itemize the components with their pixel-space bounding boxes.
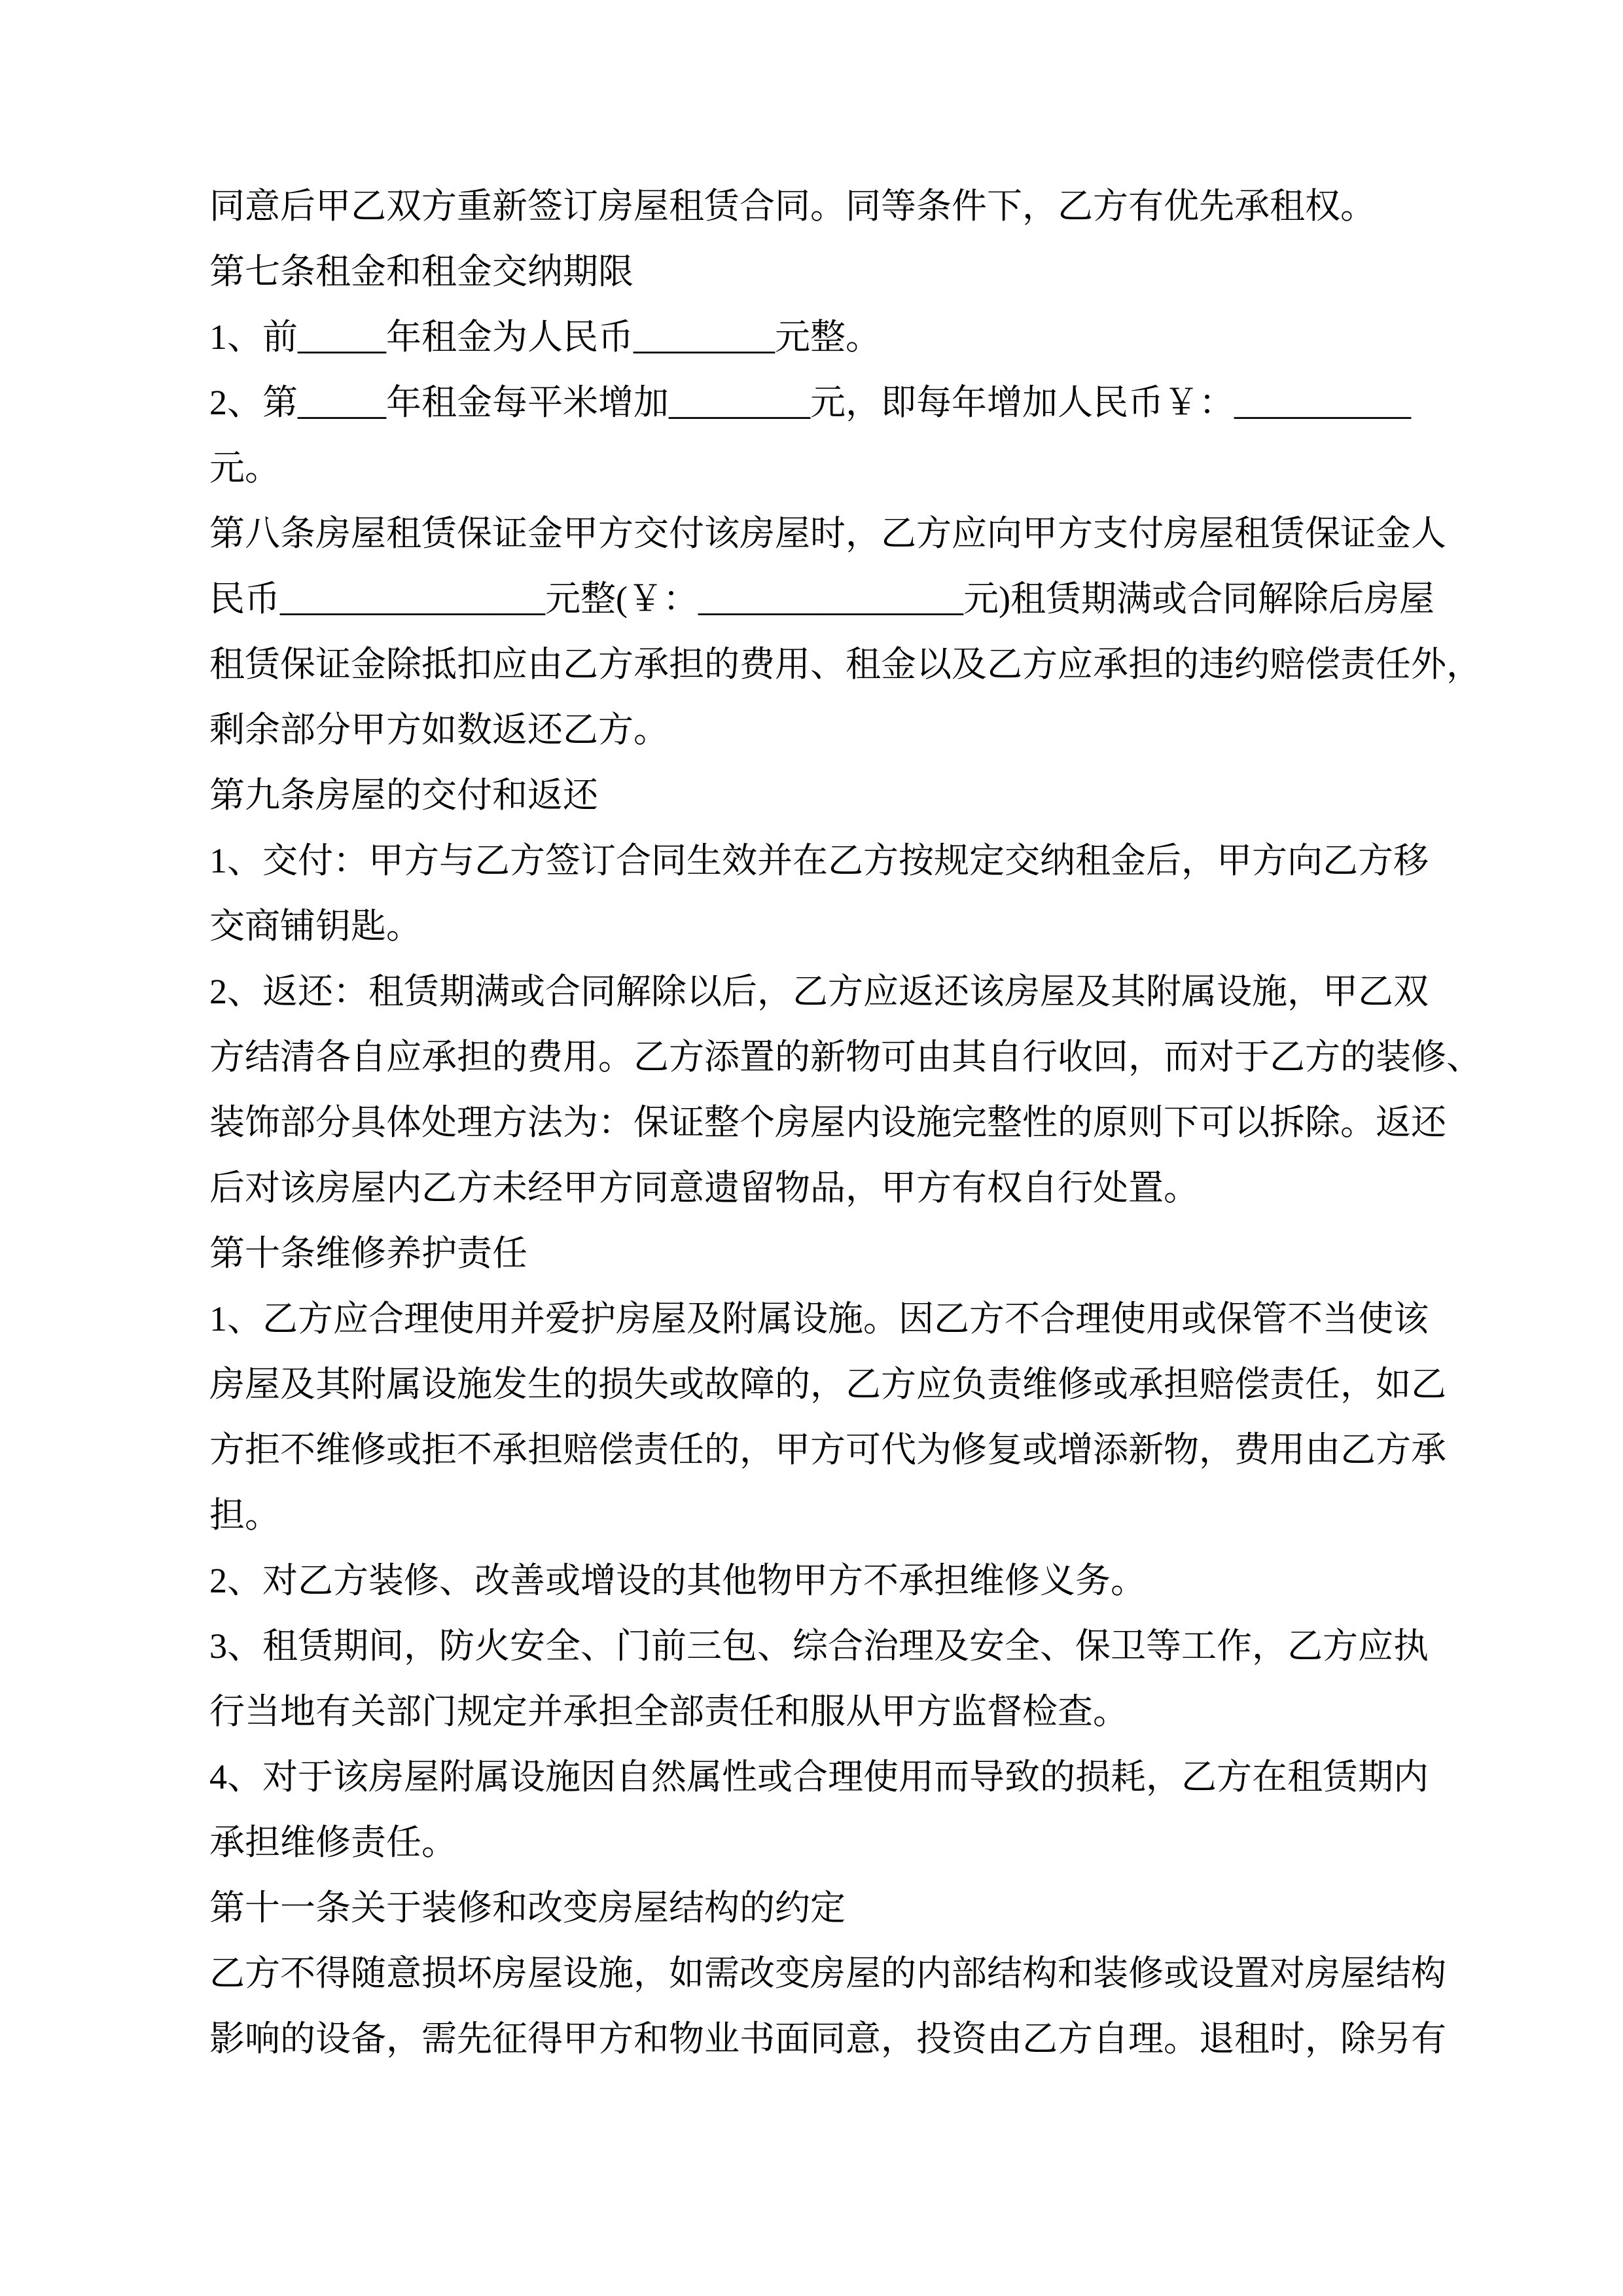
article7-clause-2-continuation: 元。 <box>209 448 280 488</box>
clause-continuation-renewal-priority: 同意后甲乙双方重新签订房屋租赁合同。同等条件下，乙方有优先承租权。 <box>209 187 1376 226</box>
article10-clause-1-proper-use: 1、乙方应合理使用并爱护房屋及附属设施。因乙方不合理使用或保管不当使该 <box>209 1299 1429 1338</box>
article10-clause-3-fire-safety: 3、租赁期间，防火安全、门前三包、综合治理及安全、保卫等工作，乙方应执 <box>209 1626 1429 1666</box>
article-8-deposit-amount-blanks: 民币_______________元整(￥：_______________元)租赁期满或合同解除后房屋 <box>209 579 1435 619</box>
contract-document-page <box>209 173 1482 2072</box>
article-8-deposit-refund-continuation: 剩余部分甲方如数返还乙方。 <box>209 710 669 749</box>
heading-article-7-rent-and-payment-term: 第七条租金和租金交纳期限 <box>209 252 633 291</box>
article9-clause-2-continuation-c: 后对该房屋内乙方未经甲方同意遗留物品，甲方有权自行处置。 <box>209 1168 1199 1208</box>
article9-clause-1-continuation: 交商铺钥匙。 <box>209 906 421 946</box>
heading-article-10-maintenance-responsibility: 第十条维修养护责任 <box>209 1234 527 1273</box>
article10-clause-1-continuation-b: 方拒不维修或拒不承担赔偿责任的，甲方可代为修复或增添新物，费用由乙方承 <box>209 1430 1446 1469</box>
article9-clause-1-delivery: 1、交付：甲方与乙方签订合同生效并在乙方按规定交纳租金后，甲方向乙方移 <box>209 841 1429 880</box>
article-8-deposit-deduction-continuation: 租赁保证金除抵扣应由乙方承担的费用、租金以及乙方应承担的违约赔偿责任外， <box>209 645 1482 684</box>
heading-article-9-delivery-and-return: 第九条房屋的交付和返还 <box>209 776 598 815</box>
article10-clause-2-no-maintenance-obligation: 2、对乙方装修、改善或增设的其他物甲方不承担维修义务。 <box>209 1561 1146 1600</box>
article9-clause-2-return: 2、返还：租赁期满或合同解除以后，乙方应返还该房屋及其附属设施，甲乙双 <box>209 972 1429 1011</box>
article10-clause-4-natural-wear: 4、对于该房屋附属设施因自然属性或合理使用而导致的损耗，乙方在租赁期内 <box>209 1757 1429 1797</box>
article11-paragraph-no-damage: 乙方不得随意损坏房屋设施，如需改变房屋的内部结构和装修或设置对房屋结构 <box>209 1954 1446 1993</box>
article9-clause-2-continuation-a: 方结清各自应承担的费用。乙方添置的新物可由其自行收回，而对于乙方的装修、 <box>209 1037 1482 1077</box>
article10-clause-1-continuation-c: 担。 <box>209 1496 280 1535</box>
article10-clause-1-continuation-a: 房屋及其附属设施发生的损失或故障的，乙方应负责维修或承担赔偿责任，如乙 <box>209 1365 1446 1404</box>
article9-clause-2-continuation-b: 装饰部分具体处理方法为：保证整个房屋内设施完整性的原则下可以拆除。返还 <box>209 1103 1446 1142</box>
article10-clause-3-continuation: 行当地有关部门规定并承担全部责任和服从甲方监督检查。 <box>209 1692 1128 1731</box>
article-8-security-deposit-paragraph: 第八条房屋租赁保证金甲方交付该房屋时，乙方应向甲方支付房屋租赁保证金人 <box>209 514 1446 553</box>
article7-clause-2-rent-increase: 2、第_____年租金每平米增加________元，即每年增加人民币￥：__________ <box>209 383 1411 422</box>
article11-paragraph-continuation: 影响的设备，需先征得甲方和物业书面同意，投资由乙方自理。退租时，除另有 <box>209 2019 1446 2058</box>
heading-article-11-renovation-agreement: 第十一条关于装修和改变房屋结构的约定 <box>209 1888 846 1928</box>
article10-clause-4-continuation: 承担维修责任。 <box>209 1823 457 1862</box>
article7-clause-1-first-years-rent: 1、前_____年租金为人民币________元整。 <box>209 317 881 357</box>
